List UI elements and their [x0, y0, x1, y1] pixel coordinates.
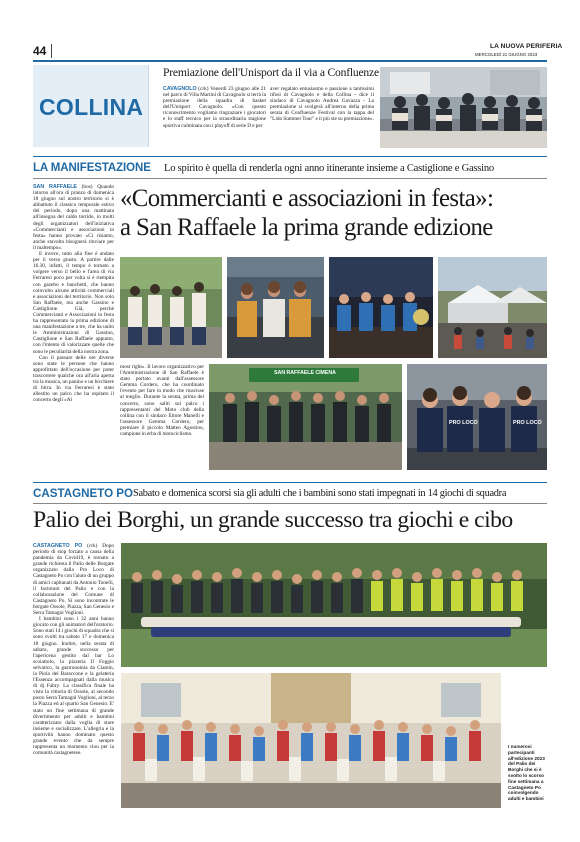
palio-byline: (crk): [87, 543, 98, 549]
photo-festa-concert: [329, 257, 433, 358]
manifestazione-headline-2: a San Raffaele la prima grande edizione: [120, 214, 493, 241]
header-rule: [33, 60, 547, 62]
section-title: COLLINA: [39, 94, 144, 120]
top-dateline: CAVAGNOLO: [163, 86, 197, 92]
manifestazione-p4: most right». Il lavoro organizzativo per l'Amministrazione di San Raffaele è stato portato avanti dall'assessore Gemma Cordero, che ha coordinato l'evento per fare in modo che riuscisse al meglio. Durante la serata, prima del concerto, sono saliti sul palco i rappresentanti del Moto club della collina con il sindaco Ettore Manelli e l'assessore Gemma Cordero, per premiare il piccolo Matteo Agostino, campione in erba di motociclismo.: [120, 364, 204, 438]
issue-date: MERCOLEDÌ 21 GIUGNO 2023: [475, 52, 538, 57]
manifestazione-col1: [33, 184, 114, 470]
photo-palio-children: [121, 673, 501, 808]
photo-festa-group: [120, 257, 222, 358]
top-body-1: Venerdì 23 giugno alle 21 nel parco di Villa Martini di Cavagnolo si terrà la premiazione della squadra di basket dell'Unisport Cavagnolo. «Con questo riconoscimento vogliamo ringraziare i giocatori e lo staff tecnico per la straordinaria stagione sportiva culminata con i playoff di serie D e per: [163, 86, 266, 129]
manifestazione-kicker: LA MANIFESTAZIONE: [33, 162, 151, 174]
palio-rule: [33, 503, 547, 504]
palio-kicker: CASTAGNETO PO: [33, 487, 134, 500]
section-box: [33, 65, 149, 147]
shirt-text-2: PRO LOCO: [513, 420, 542, 426]
palio-rule-top: [33, 482, 547, 483]
manifestazione-rule-top: [33, 156, 547, 157]
palio-body-1: Dopo periodo di stop forzato a causa della pandemia da Covid19, è tornato a grande richiesta il Palio delle Borgate organizzato dalla Pro Loco di Castagneto Po con l'aiuto di un gruppo di amici capitanati da Antonio Tonelli, il factotum del Palio e con la collaborazione del Comune di Castagneto Po. Si sono incontrate le borgate Ossole, Piazza, San Genesio e Serra Tamagni Voglioni.: [33, 543, 114, 617]
palio-subhead: Sabato e domenica scorsi sia gli adulti che i bambini sono stati impegnati in 14 giochi di squadra: [133, 488, 507, 499]
manifestazione-col2: [120, 364, 204, 470]
palio-body: [33, 543, 114, 841]
palio-headline: Palio dei Borghi, un grande successo tra giochi e cibo: [33, 507, 513, 533]
photo-moto-club: [209, 364, 402, 470]
photo-festa-women: [227, 257, 324, 358]
manifestazione-byline: (bos): [81, 184, 93, 190]
photo-palio-adults: [121, 543, 547, 667]
top-byline: (crk): [198, 86, 209, 92]
manifestazione-subhead: Lo spirito è quella di renderla ogni anno itinerante insieme a Castiglione e Gassino: [164, 163, 494, 174]
manifestazione-headline-1: «Commercianti e associazioni in festa»:: [120, 185, 494, 212]
palio-caption: I numerosi partecipanti all'edizione 2023 del Palio dei Borghi che si è svolto lo scorso fine settimana a Castagneto Po coinvolgendo adulti e bambini: [508, 744, 545, 802]
photo-pro-loco-team: [407, 364, 547, 470]
page-number: 44: [33, 44, 47, 58]
photo-banner-text: SAN RAFFAELE CIMENA: [274, 370, 336, 376]
photo-festa-tents: [438, 257, 547, 358]
header-divider: [51, 44, 52, 58]
manifestazione-p2: E invece, tutto alla fine è andato per il verso giusto. A partire dalle 16.30, infatti, il tempo è tornato a volgere verso il bello e l'area di via Ferraresi poco per volta si è riempita con gazebo e banchetti, che hanno coinvolto alcune attività commerciali e associazioni del territorio. Non solo San Raffaele, ma anche Gassino e Castiglione. Già, perché Commercianti e Associazioni in festa ha rappresentato la prima edizione di una manifestazione a tre, che ha unito le Amministrazioni di Gassino, Castiglione e San Raffaele appunto, con l'intento di valorizzare quelle che sono le peculiarità della nostra zona.: [33, 251, 114, 355]
top-article-col2: [270, 86, 374, 148]
top-headline: Premiazione dell'Unisport da il via a Confluenze: [163, 66, 379, 79]
top-body-2: aver regalato entusiasmo e passione a tantissimi tifosi di Cavagnolo e della Collina - dice il sindaco di Cavagnolo Andrea Gavazza - La premiazione si svolgerà all'interno della prima serata di Confluenze Festival con la tappa del "Lido Summer Tour" e il più sie su premiazione».: [270, 86, 374, 123]
manifestazione-dateline: SAN RAFFAELE: [33, 184, 77, 190]
manifestazione-rule: [33, 178, 547, 179]
palio-dateline: CASTAGNETO PO: [33, 543, 83, 549]
photo-unisport-team: [380, 67, 547, 148]
manifestazione-p1: Quando intorno all'ora di pranzo di domenica 18 giugno sul nostro territorio si è abbattuto il classico temporale estivo del periodo, dopo una mattinata all'insegna del caldo torrido, in molti degli organizzatori dell'iniziativa «Commercianti e associazioni in festa» hanno provato «Ci risiamo, anche stavolta bisognerà rinviare per il maltempo».: [33, 184, 114, 251]
top-article-col1: [163, 86, 266, 148]
shirt-text-1: PRO LOCO: [449, 420, 478, 426]
masthead: LA NUOVA PERIFERIA: [490, 43, 563, 50]
manifestazione-p3: Con il passare delle ore diverse sono state le persone che hanno approfittato dell'occasione per poter trascorrere qualche ora all'aria aperta tra la musica, un panino e un bicchiere di birra. In via Ferraresi è stato allestito un palco che ha ospitato il concerto degli «Al: [33, 354, 114, 404]
palio-body-2: I bambini sono i 32 anni hanno giocato con gli animatori dell'oratorio. Sono stati 14 i giochi di squadra che si sono svolti tra sabato 17 e domenica 18 giugno. Inoltre, nella serata di sabato, grande successo per l'apericena gestito dal bar Lo scoiattolo, la pizzeria Il Foggio selvatico, la gastronomia da Ciamin, la Piola del Baraccone e la gelateria l'Essenza accompagnati dalla musica di dj Fabry. La classifica finale ha visto la vittoria di Ossole, al secondo posto Serra Tamagni Voglioni, al terzo la Piazza ed al quarto San Genesio. E' stato un fine settimana di grande divertimento per adulti e bambini caratterizzato dalla voglia di stare insieme e socializzare. L'allegria e la sportività hanno dominato questo grande evento che da sempre rappresenta un momento clou per la comunità castagnetese.: [33, 616, 114, 757]
